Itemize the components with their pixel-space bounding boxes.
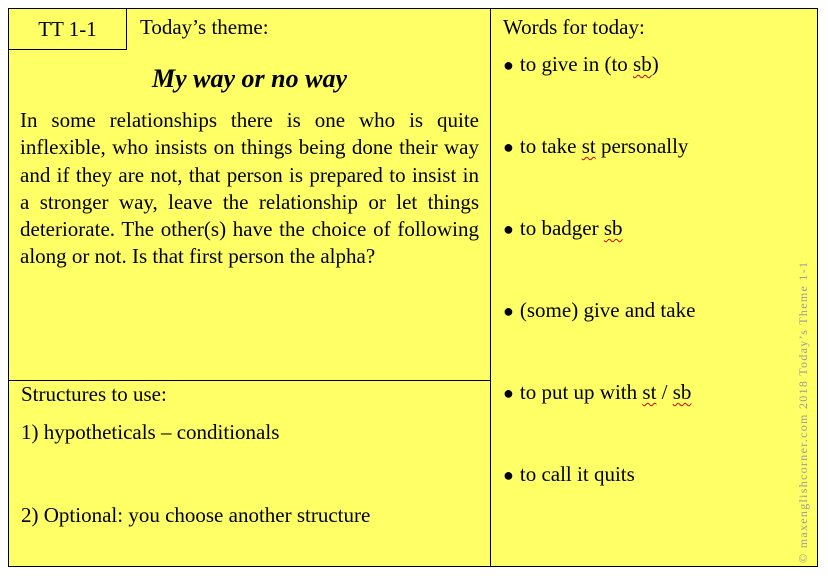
bullet-icon: ● <box>503 301 514 321</box>
list-item: ● to put up with st / sb <box>503 380 692 404</box>
list-item: ● to take st personally <box>503 134 689 158</box>
list-item: ● to badger sb <box>503 216 623 240</box>
list-item: ● to call it quits <box>503 462 635 486</box>
bullet-icon: ● <box>503 465 514 485</box>
bullet-icon: ● <box>503 137 514 157</box>
structure-item-2: 2) Optional: you choose another structure <box>21 503 371 527</box>
bullet-icon: ● <box>503 383 514 403</box>
structures-label: Structures to use: <box>21 382 167 406</box>
theme-paragraph: In some relationships there is one who is quite inflexible, who insists on things being done their way and if they are not, that person is prepared to insist in a stronger way, leave the relationship or let things deteriorate. The other(s) have the choice of following along or not. Is that first person the alpha? <box>20 108 479 269</box>
section-divider <box>8 380 491 381</box>
structure-item-1: 1) hypotheticals – conditionals <box>21 420 280 444</box>
tt-tag: TT 1-1 <box>8 8 127 50</box>
words-label: Words for today: <box>503 15 645 39</box>
theme-label: Today’s theme: <box>140 15 269 39</box>
bullet-icon: ● <box>503 55 514 75</box>
bullet-icon: ● <box>503 219 514 239</box>
copyright-vertical: © maxenglishcorner.com 2018 Today’s Theme 1-1 <box>796 260 810 563</box>
list-item: ● to give in (to sb) <box>503 52 659 76</box>
list-item: ● (some) give and take <box>503 298 696 322</box>
theme-title: My way or no way <box>152 64 347 93</box>
